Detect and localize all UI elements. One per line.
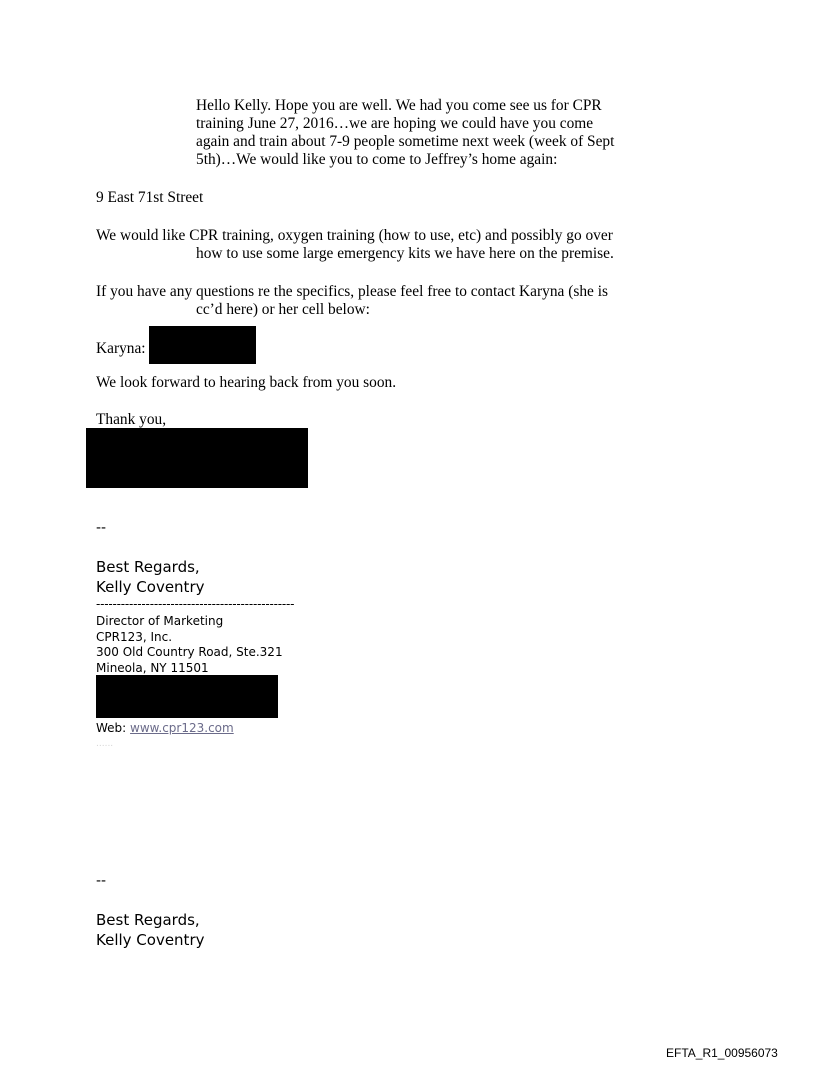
signature-title: Director of Marketing (96, 614, 224, 628)
questions-line-2: cc’d here) or her cell below: (196, 301, 370, 318)
request-line-1: We would like CPR training, oxygen training (how to use, etc) and possibly go over (96, 227, 613, 244)
closing-line: We look forward to hearing back from you soon. (96, 374, 397, 391)
website-link[interactable]: www.cpr123.com (130, 721, 234, 735)
signature-web (96, 721, 234, 737)
web-label: Web: (96, 721, 127, 735)
signature-name: Kelly Coventry (96, 578, 205, 596)
thanks-line: Thank you, (96, 411, 167, 428)
faint-dots: ...... (96, 739, 114, 749)
signature-rule: ------------------------------------------------ (96, 597, 295, 611)
redaction-box-sender (86, 428, 308, 488)
signature-city: Mineola, NY 11501 (96, 660, 209, 675)
questions-line-1: If you have any questions re the specifics, please feel free to contact Karyna (she is (96, 283, 608, 300)
redaction-box-contact (96, 675, 278, 718)
intro-line: again and train about 7-9 people sometime next week (week of Sept (196, 133, 615, 150)
redaction-box-phone (149, 326, 256, 364)
signature-street: 300 Old Country Road, Ste.321 (96, 645, 283, 659)
intro-line: Hello Kelly. Hope you are well. We had you come see us for CPR (196, 97, 602, 114)
intro-line: training June 27, 2016…we are hoping we could have you come (196, 115, 594, 132)
karyna-label: Karyna: (96, 340, 146, 357)
signature-regards: Best Regards, (96, 558, 200, 576)
intro-line: 5th)…We would like you to come to Jeffrey’s home again: (196, 151, 558, 168)
address-line: 9 East 71st Street (96, 189, 204, 206)
intro-paragraph (196, 97, 614, 169)
signature-company: CPR123, Inc. (96, 629, 173, 644)
signature2-separator: -- (96, 873, 107, 889)
request-line-2: how to use some large emergency kits we have here on the premise. (196, 245, 614, 262)
signature2-regards: Best Regards, (96, 911, 200, 929)
signature-separator: -- (96, 520, 107, 536)
document-id: EFTA_R1_00956073 (666, 1046, 778, 1060)
signature2-name: Kelly Coventry (96, 931, 205, 949)
